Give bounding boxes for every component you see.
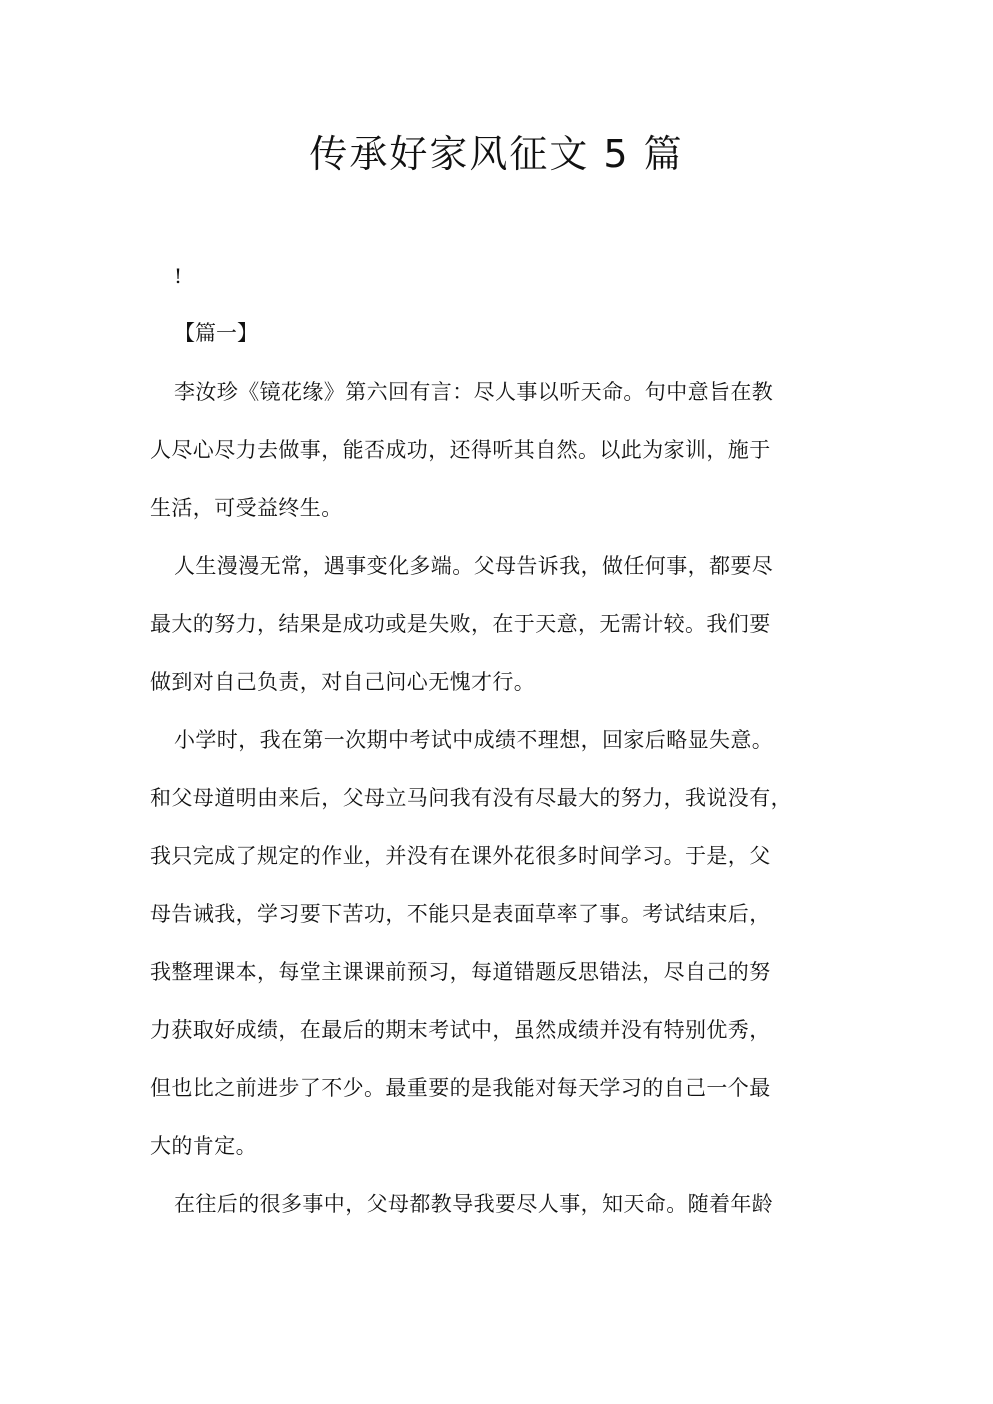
- stray-mark: !: [174, 264, 183, 288]
- body-text: [150, 363, 830, 1233]
- section-heading: 【篇一】: [174, 321, 258, 345]
- paragraph-2: 人生漫漫无常，遇事变化多端。父母告诉我，做任何事，都要尽 最大的努力，结果是成功或是失败，在于天意，无需计较。我们要 做到对自己负责，对自己问心无愧才行。: [150, 554, 774, 694]
- document-title: 传承好家风征文 5 篇: [309, 132, 684, 176]
- paragraph-1: 李汝珍《镜花缘》第六回有言：尽人事以听天命。句中意旨在教 人尽心尽力去做事，能否成功，还得听其自然。以此为家训，施于 生活，可受益终生。: [150, 380, 774, 520]
- paragraph-3: 小学时，我在第一次期中考试中成绩不理想，回家后略显失意。 和父母道明由来后，父母立马问我有没有尽最大的努力，我说没有， 我只完成了规定的作业，并没有在课外花很多时间学习。于是，父 母告诫我，学习要下苦功，不能只是表面草率了事。考试结束后， 我整理课本，每堂主课课前预习，每道错题反思错法，尽自己的努 力获取好成绩，在最后的期末考试中，虽然成绩并没有特别优秀， 但也比之前进步了不少。最重要的是我能对每天学习的自己一个最 大的肯定。: [150, 728, 792, 1158]
- paragraph-4: 在往后的很多事中，父母都教导我要尽人事，知天命。随着年龄: [174, 1192, 774, 1216]
